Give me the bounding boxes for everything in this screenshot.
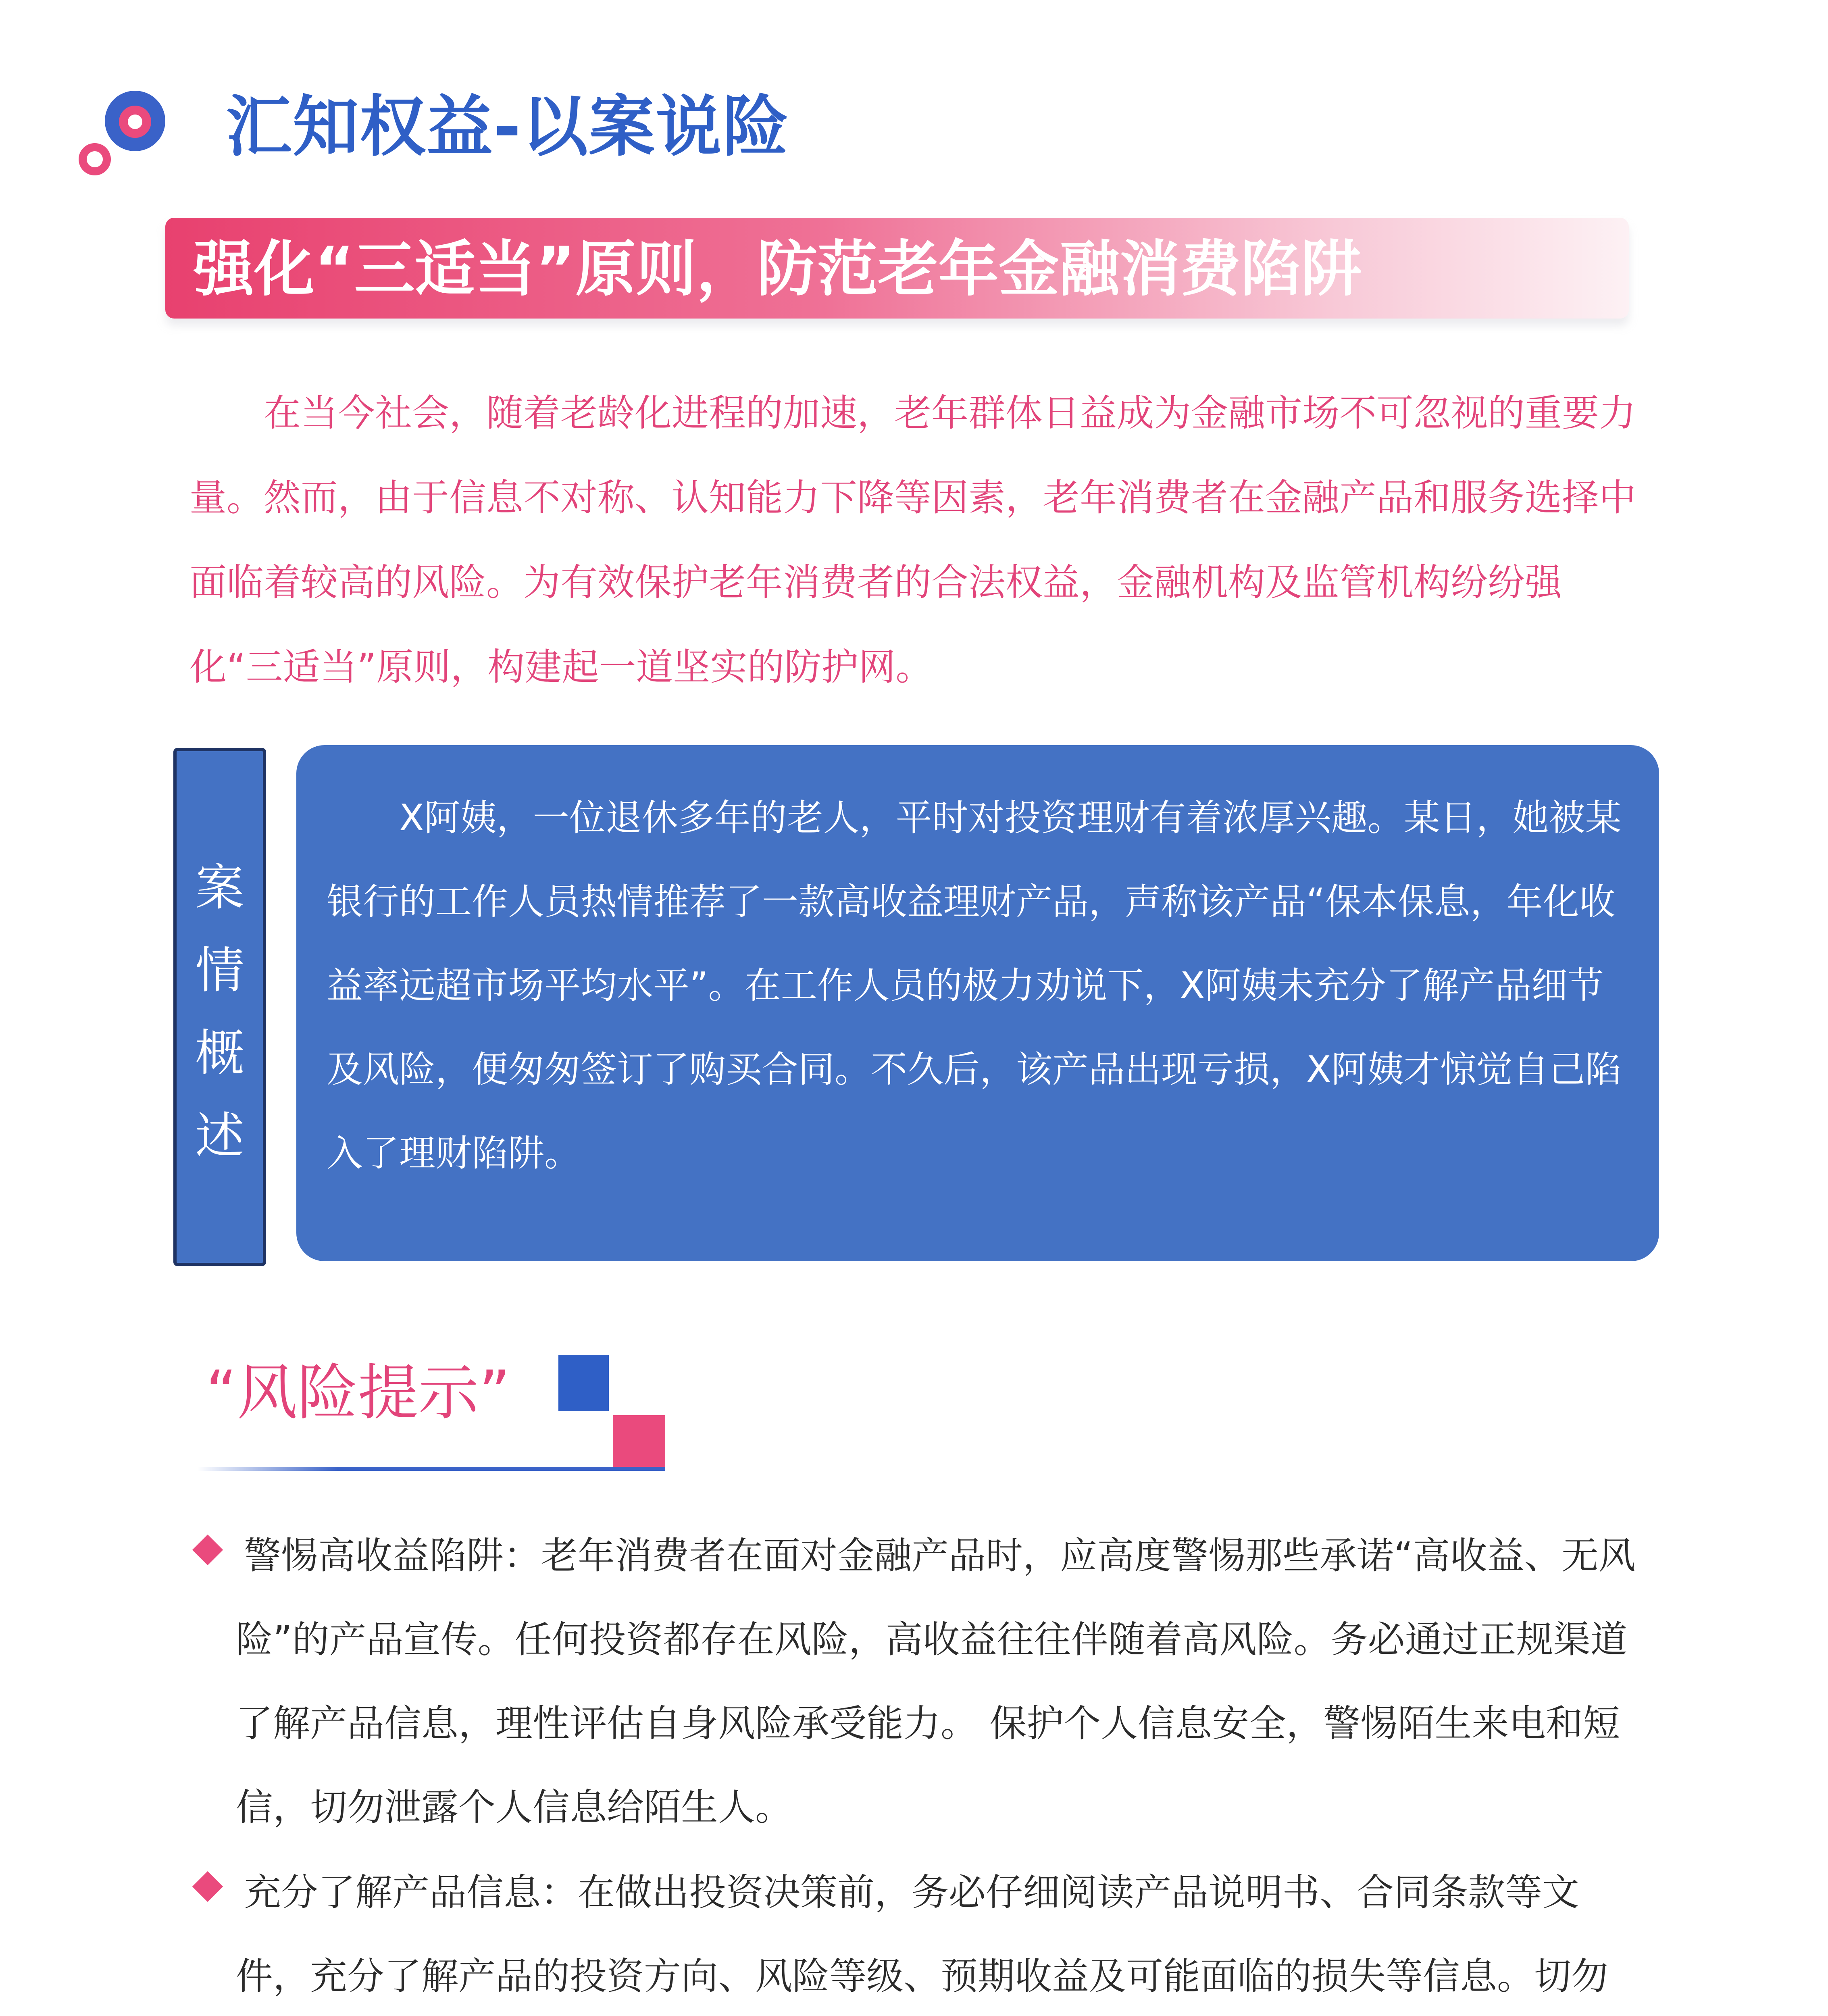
risk-tips-heading: “风险提示” bbox=[206, 1358, 510, 1428]
case-summary-label bbox=[173, 847, 266, 1177]
risk-item-text: 警惕高收益陷阱：老年消费者在面对金融产品时，应高度警惕那些承诺“高收益、无风险”的产品宣传。任何投资都存在风险，高收益往往伴随着高风险。务必通过正规渠道了解产品信息，理性评估自身风险承受能力。 保护个人信息安全，警惕陌生来电和短信，切勿泄露个人信息给陌生人。 bbox=[236, 1534, 1636, 1829]
diamond-bullet-icon bbox=[192, 1871, 223, 1902]
intro-paragraph: 在当今社会，随着老龄化进程的加速，老年群体日益成为金融市场不可忽视的重要力量。然而，由于信息不对称、认知能力下降等因素，老年消费者在金融产品和服务选择中面临着较高的风险。为有效保护老年消费者的合法权益，金融机构及监管机构纷纷强化“三适当”原则，构建起一道坚实的防护网。 bbox=[189, 392, 1636, 689]
banner-title: 强化“三适当”原则，防范老年金融消费陷阱 bbox=[194, 234, 1362, 304]
page-header-title: 汇知权益-以案说险 bbox=[226, 88, 790, 165]
decor-pink-square-icon bbox=[613, 1415, 665, 1470]
logo-ring-inner-icon bbox=[119, 106, 151, 138]
case-label-char: 述 bbox=[195, 1107, 244, 1164]
risk-heading-underline bbox=[198, 1467, 665, 1471]
logo-ring-small-icon bbox=[79, 143, 111, 175]
case-label-char: 概 bbox=[195, 1025, 244, 1082]
decor-blue-square-icon bbox=[558, 1355, 609, 1411]
case-summary-text: X阿姨，一位退休多年的老人，平时对投资理财有着浓厚兴趣。某日，她被某银行的工作人员热情推荐了一款高收益理财产品，声称该产品“保本保息，年化收益率远超市场平均水平”。在工作人员的极力劝说下，X阿姨未充分了解产品细节及风险，便匆匆签订了购买合同。不久后，该产品出现亏损，X阿姨才惊觉自己陷入了理财陷阱。 bbox=[327, 797, 1622, 1175]
case-label-char: 情 bbox=[195, 942, 244, 999]
risk-item-text: 充分了解产品信息：在做出投资决策前，务必仔细阅读产品说明书、合同条款等文件，充分了解产品的投资方向、风险等级、预期收益及可能面临的损失等信息。切勿 bbox=[236, 1871, 1609, 1998]
case-label-char: 案 bbox=[195, 859, 244, 916]
diamond-bullet-icon bbox=[192, 1535, 223, 1565]
